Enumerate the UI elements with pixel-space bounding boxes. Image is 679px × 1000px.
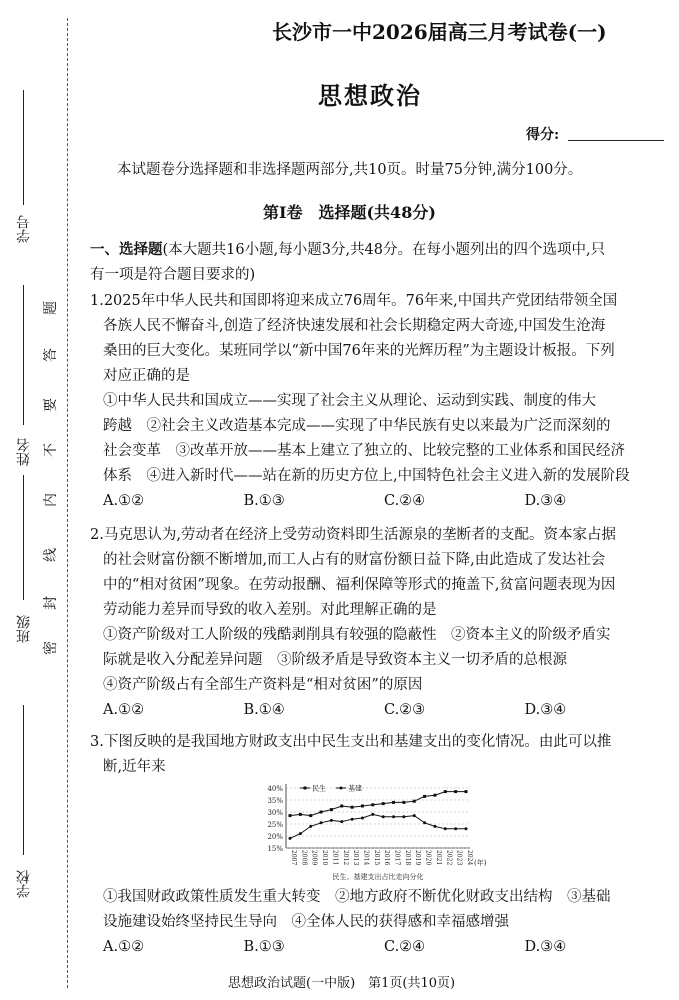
chart-x-tick-label: 2007	[290, 850, 297, 866]
seal-char: 内	[43, 493, 59, 507]
chart-x-tick-label: 2011	[331, 850, 339, 866]
chart-point	[320, 821, 323, 824]
page-footer: 思想政治试题(一中版) 第1页(共10页)	[228, 976, 456, 991]
school-blank[interactable]	[23, 705, 24, 855]
subject-title: 思想政治	[318, 81, 422, 110]
seal-char: 线	[43, 548, 59, 562]
exam-title: 长沙市一中2026届高三月考试卷(一)	[272, 20, 607, 44]
chart-legend-marker	[304, 787, 307, 790]
side-label-student-id: 学号	[16, 215, 32, 243]
chart-x-tick-label: 2021	[434, 850, 442, 866]
question-1	[90, 289, 665, 514]
q2-option-a[interactable]: A.①②	[103, 702, 145, 718]
chart-point	[351, 806, 354, 809]
chart-x-tick-label: 2022	[445, 850, 453, 866]
chart-x-tick-label: 2018	[403, 850, 411, 866]
q1-option-d[interactable]: D.③④	[524, 493, 567, 509]
q3-option-b[interactable]: B.①③	[243, 939, 285, 955]
chart-point	[402, 815, 405, 818]
q3-option-d[interactable]: D.③④	[524, 939, 567, 955]
q1-line: 体系 ④进入新时代——站在新的历史方位上,中国特色社会主义进入新的发展阶段	[103, 468, 630, 484]
chart-point	[392, 801, 395, 804]
q2-line: 际就是收入分配差异问题 ③阶级矛盾是导致资本主义一切矛盾的总根源	[103, 652, 567, 668]
q2-line: ①资产阶级对工人阶级的残酷剥削具有较强的隐蔽性 ②资本主义的阶级矛盾实	[103, 627, 611, 643]
section-title: 第Ⅰ卷 选择题(共48分)	[263, 203, 436, 222]
q3-option-a[interactable]: A.①②	[103, 939, 145, 955]
chart-point	[454, 827, 457, 830]
chart-point	[433, 825, 436, 828]
q2-option-d[interactable]: D.③④	[524, 702, 567, 718]
chart-point	[465, 790, 468, 793]
class-blank[interactable]	[23, 475, 24, 600]
chart-point	[289, 837, 292, 840]
name-blank[interactable]	[23, 285, 24, 425]
part-title: 一、选择题	[90, 241, 163, 258]
q2-option-b[interactable]: B.①④	[243, 702, 285, 718]
chart-point	[361, 805, 364, 808]
chart-x-tick-label: 2008	[300, 850, 308, 866]
spending-line-chart	[250, 780, 510, 885]
q3-options	[90, 935, 665, 960]
chart-legend-label: 基建	[348, 784, 362, 793]
chart-point	[423, 821, 426, 824]
chart-y-tick-label: 40%	[267, 785, 283, 793]
q1-line: 各族人民不懈奋斗,创造了经济快速发展和社会长期稳定两大奇迹,中国发生沧海	[103, 318, 606, 334]
question-3-choices	[90, 885, 665, 960]
chart-point	[371, 813, 374, 816]
q2-line: ④资产阶级占有全部生产资料是“相对贫困”的原因	[103, 677, 423, 693]
question-2	[90, 523, 665, 723]
chart-y-tick-label: 25%	[267, 821, 283, 829]
instructions: 本试题卷分选择题和非选择题两部分,共10页。时量75分钟,满分100分。	[117, 162, 583, 178]
seal-char: 要	[43, 398, 59, 412]
chart-point	[361, 817, 364, 820]
chart-x-tick-label: 2013	[352, 850, 360, 866]
q3-statement-line: ①我国财政政策性质发生重大转变 ②地方政府不断优化财政支出结构 ③基础	[103, 889, 611, 905]
chart-point	[340, 805, 343, 808]
chart-point	[402, 801, 405, 804]
side-label-school: 学校	[16, 870, 32, 898]
q3-line: 3.下图反映的是我国地方财政支出中民生支出和基建支出的变化情况。由此可以推	[90, 734, 612, 750]
chart-point	[330, 819, 333, 822]
chart-x-unit-label: (年)	[474, 859, 487, 867]
q1-line: ①中华人民共和国成立——实现了社会主义从理论、运动到实践、制度的伟大	[103, 393, 596, 409]
seal-char: 密	[43, 641, 59, 655]
seal-char: 答	[43, 348, 59, 362]
chart-point	[309, 814, 312, 817]
q3-statement-line: 设施建设始终坚持民生导向 ④全体人民的获得感和幸福感增强	[103, 914, 509, 930]
chart-point	[433, 794, 436, 797]
chart-point	[351, 818, 354, 821]
chart-x-tick-label: 2020	[424, 850, 432, 866]
chart-point	[465, 827, 468, 830]
chart-y-tick-label: 35%	[267, 797, 283, 805]
seal-char: 不	[43, 443, 59, 457]
chart-point	[299, 832, 302, 835]
q2-line: 劳动能力差异而导致的收入差别。对此理解正确的是	[103, 602, 437, 618]
q3-option-c[interactable]: C.②④	[384, 939, 426, 955]
q3-line: 断,近年来	[103, 759, 166, 775]
chart-point	[340, 820, 343, 823]
q1-option-a[interactable]: A.①②	[103, 493, 145, 509]
chart-point	[299, 813, 302, 816]
side-label-name: 姓名	[16, 438, 32, 466]
q2-option-c[interactable]: C.②③	[384, 702, 426, 718]
student-id-blank[interactable]	[23, 90, 24, 205]
chart-point	[454, 790, 457, 793]
chart-point	[423, 795, 426, 798]
question-3	[90, 730, 665, 780]
chart-x-tick-label: 2024	[466, 850, 473, 866]
chart-legend-marker	[340, 787, 343, 790]
q1-option-c[interactable]: C.②④	[384, 493, 426, 509]
part-instructions-1: (本大题共16小题,每小题3分,共48分。在每小题列出的四个选项中,只	[162, 242, 606, 258]
seal-char: 题	[43, 301, 59, 315]
chart-x-tick-label: 2010	[321, 850, 329, 866]
chart-x-tick-label: 2019	[414, 850, 422, 866]
q1-line: 对应正确的是	[103, 368, 190, 384]
part-heading	[90, 237, 665, 288]
chart-point	[392, 815, 395, 818]
chart-point	[413, 800, 416, 803]
chart-legend-label: 民生	[312, 784, 326, 793]
score-blank[interactable]	[568, 140, 664, 141]
score-label: 得分:	[526, 127, 560, 143]
chart-x-tick-label: 2016	[383, 850, 391, 866]
chart-point	[330, 808, 333, 811]
chart-y-tick-label: 30%	[267, 809, 283, 817]
q1-line: 1.2025年中华人民共和国即将迎来成立76周年。76年来,中国共产党团结带领全国	[90, 293, 618, 309]
q2-options	[90, 698, 665, 723]
q1-line: 桑田的巨大变化。某班同学以“新中国76年来的光辉历程”为主题设计板报。下列	[103, 343, 615, 359]
q2-line: 的社会财富份额不断增加,而工人占有的财富份额日益下降,由此造成了发达社会	[103, 552, 606, 568]
chart-x-tick-label: 2017	[393, 850, 401, 866]
q2-line: 2.马克思认为,劳动者在经济上受劳动资料即生活源泉的垄断者的支配。资本家占据	[90, 527, 616, 543]
chart-point	[382, 802, 385, 805]
binding-dashed-line	[67, 18, 68, 988]
chart-point	[289, 814, 292, 817]
chart-point	[413, 814, 416, 817]
chart-caption: 民生、基建支出占比走向分化	[332, 873, 424, 881]
chart-y-tick-label: 15%	[267, 845, 283, 853]
chart-x-tick-label: 2014	[362, 850, 370, 866]
q1-options	[90, 489, 665, 514]
side-label-class: 班级	[16, 615, 32, 643]
chart-point	[444, 790, 447, 793]
chart-x-tick-label: 2009	[310, 850, 318, 866]
q1-line: 社会变革 ③改革开放——基本上建立了独立的、比较完整的工业体系和国民经济	[103, 443, 625, 459]
chart-point	[382, 815, 385, 818]
chart-point	[320, 811, 323, 814]
chart-point	[309, 825, 312, 828]
chart-x-tick-label: 2015	[372, 850, 380, 866]
chart-series-line-1	[290, 814, 466, 838]
chart-point	[444, 827, 447, 830]
chart-y-tick-label: 20%	[267, 833, 283, 841]
q2-line: 中的“相对贫困”现象。在劳动报酬、福利保障等形式的掩盖下,贫富问题表现为因	[103, 577, 616, 593]
q1-option-b[interactable]: B.①③	[243, 493, 285, 509]
seal-char: 封	[43, 596, 59, 610]
q1-line: 跨越 ②社会主义改造基本完成——实现了中华民族有史以来最为广泛而深刻的	[103, 418, 611, 434]
chart-point	[371, 803, 374, 806]
chart-x-tick-label: 2012	[341, 850, 349, 866]
part-instructions-2: 有一项是符合题目要求的)	[90, 267, 256, 283]
chart-x-tick-label: 2023	[455, 850, 463, 866]
